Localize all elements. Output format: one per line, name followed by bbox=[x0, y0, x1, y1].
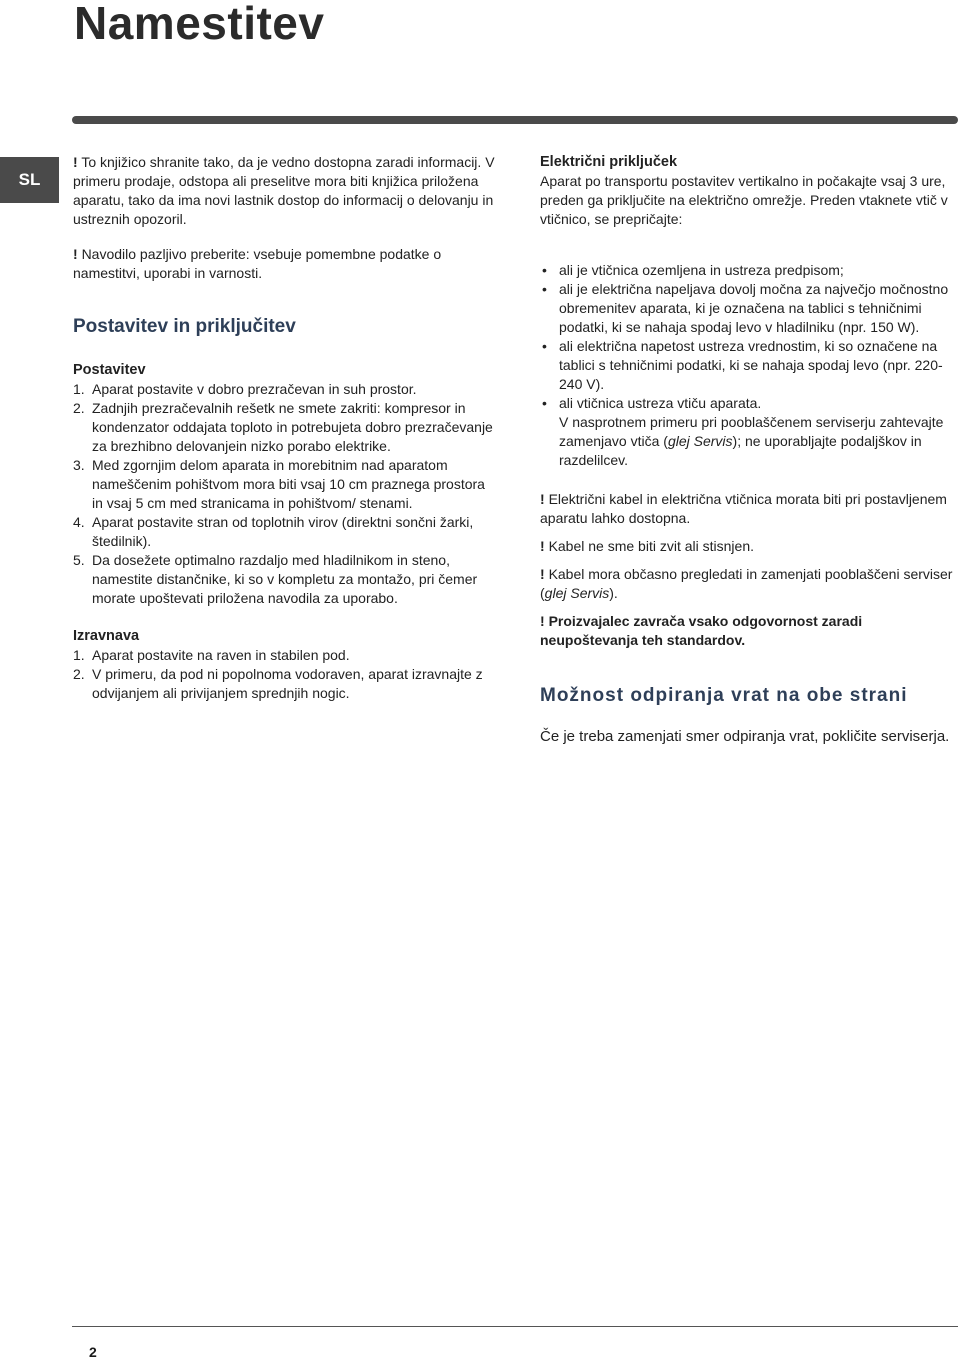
bullet-icon: • bbox=[542, 281, 547, 297]
warning-icon: ! bbox=[73, 246, 78, 262]
bullet-icon: • bbox=[542, 262, 547, 278]
leveling-step bbox=[73, 646, 498, 665]
warning-icon: ! bbox=[540, 491, 545, 507]
page-number: 2 bbox=[89, 1344, 97, 1360]
note-liability-text: Proizvajalec zavrača vsako odgovornost zaradi neupoštevanja teh standardov. bbox=[540, 613, 863, 648]
language-tab: SL bbox=[0, 157, 59, 203]
electrical-intro: Aparat po transportu postavitev vertikalno in počakajte vsaj 3 ure, preden ga priključite na električno omrežje. Preden vtaknete vtič v vtičnico, se prepričajte: bbox=[540, 173, 948, 227]
warning-icon: ! bbox=[73, 154, 78, 170]
checklist-item bbox=[540, 337, 957, 394]
leveling-heading: Izravnava bbox=[73, 628, 140, 644]
section-title-installation: Postavitev in priključitev bbox=[73, 316, 296, 337]
checklist-item bbox=[540, 280, 957, 337]
checklist-item bbox=[540, 261, 957, 280]
note-keep-booklet bbox=[73, 153, 498, 229]
footer-rule bbox=[72, 1326, 958, 1327]
step-text: Da dosežete optimalno razdaljo med hladilnikom in steno, namestite distančnike, ki so v kompletu za montažo, pri čemer morate upoštevati priložena navodila za uporabo. bbox=[92, 552, 478, 606]
note-cable-access bbox=[540, 490, 957, 528]
placement-heading: Postavitev bbox=[73, 362, 146, 378]
page-title: Namestitev bbox=[74, 0, 325, 49]
right-column bbox=[540, 153, 957, 747]
note-cable-bend bbox=[540, 537, 957, 556]
step-text: Med zgornjim delom aparata in morebitnim nad aparatom nameščenim pohištvom mora biti vsaj 10 cm praznega prostora in vsaj 5 cm med stranicama in pohištvom/ stenami. bbox=[92, 457, 485, 511]
bullet-icon: • bbox=[542, 338, 547, 354]
warning-icon: ! bbox=[540, 566, 545, 582]
note-keep-booklet-text: To knjižico shranite tako, da je vedno dostopna zaradi informacij. V primeru prodaje, odstopa ali preselitve mora biti knjižica priložena aparatu, tako da ima novi lastnik dostop do informacij o delovanju in ustreznih opozoril. bbox=[73, 154, 495, 227]
note-cable-bend-text: Kabel ne sme biti zvit ali stisnjen. bbox=[548, 538, 754, 554]
checklist-text: ali je električna napeljava dovolj močna za največjo močnostno obremenitev aparata, ki je označena na tablici s tehničnimi podatki, ki se nahaja spodaj levo v hladilniku (npr. 150 W). bbox=[559, 281, 949, 335]
step-text: Aparat postavite stran od toplotnih virov (direktni sončni žarki, štedilnik). bbox=[92, 514, 474, 549]
note-read-instructions-text: Navodilo pazljivo preberite: vsebuje pomembne podatke o namestitvi, uporabi in varnosti. bbox=[73, 246, 442, 281]
placement-steps bbox=[73, 380, 498, 608]
placement-step bbox=[73, 551, 498, 608]
leveling-steps bbox=[73, 646, 498, 703]
checklist-item bbox=[540, 394, 957, 470]
note-cable-access-text: Električni kabel in električna vtičnica morata biti pri postavljenem aparatu lahko dostopna. bbox=[540, 491, 947, 526]
checklist-text: ali je vtičnica ozemljena in ustreza predpisom; bbox=[559, 262, 844, 278]
step-number: 4. bbox=[73, 514, 85, 530]
step-text: Aparat postavite v dobro prezračevan in suh prostor. bbox=[92, 381, 417, 397]
note-cable-check: ! Kabel mora občasno pregledati in zamenjati pooblaščeni serviser (glej Servis). bbox=[540, 566, 953, 601]
electrical-checklist bbox=[540, 261, 957, 470]
placement-step bbox=[73, 380, 498, 399]
door-text: Če je treba zamenjati smer odpiranja vrat, pokličite serviserja. bbox=[540, 728, 950, 745]
warning-icon: ! bbox=[540, 538, 545, 554]
placement-step bbox=[73, 456, 498, 513]
step-text: V primeru, da pod ni popolnoma vodoraven, aparat izravnajte z odvijanjem ali privijanjem sprednjih nogic. bbox=[92, 666, 483, 701]
placement-step bbox=[73, 513, 498, 551]
section-title-door: Možnost odpiranja vrat na obe strani bbox=[540, 685, 908, 706]
electrical-heading: Električni priključek bbox=[540, 154, 678, 170]
leveling-step bbox=[73, 665, 498, 703]
step-number: 1. bbox=[73, 647, 85, 663]
step-text: Zadnjih prezračevalnih rešetk ne smete zakriti: kompresor in kondenzator oddajata toploto in potrebujeta dobro prezračevanje za brezhibno delovanjein nizko porabo elektrike. bbox=[92, 400, 493, 454]
placement-step bbox=[73, 399, 498, 456]
left-column bbox=[73, 153, 498, 703]
checklist-extra-text: V nasprotnem primeru pri pooblaščenem serviserju zahtevajte zamenjavo vtiča (glej Servis); ne uporabljajte podaljškov in razdelilcev. bbox=[559, 414, 944, 468]
step-number: 2. bbox=[73, 400, 85, 416]
warning-icon: ! bbox=[540, 613, 545, 629]
title-rule bbox=[72, 116, 958, 124]
note-liability bbox=[540, 612, 957, 650]
checklist-text: ali vtičnica ustreza vtiču aparata. bbox=[559, 395, 762, 411]
note-read-instructions bbox=[73, 245, 498, 283]
step-text: Aparat postavite na raven in stabilen pod. bbox=[92, 647, 350, 663]
step-number: 5. bbox=[73, 552, 85, 568]
step-number: 3. bbox=[73, 457, 85, 473]
step-number: 2. bbox=[73, 666, 85, 682]
bullet-icon: • bbox=[542, 395, 547, 411]
step-number: 1. bbox=[73, 381, 85, 397]
checklist-text: ali električna napetost ustreza vrednostim, ki so označene na tablici s tehničnimi podatki, ki se nahaja spodaj levo (npr. 220-240 V). bbox=[559, 338, 943, 392]
